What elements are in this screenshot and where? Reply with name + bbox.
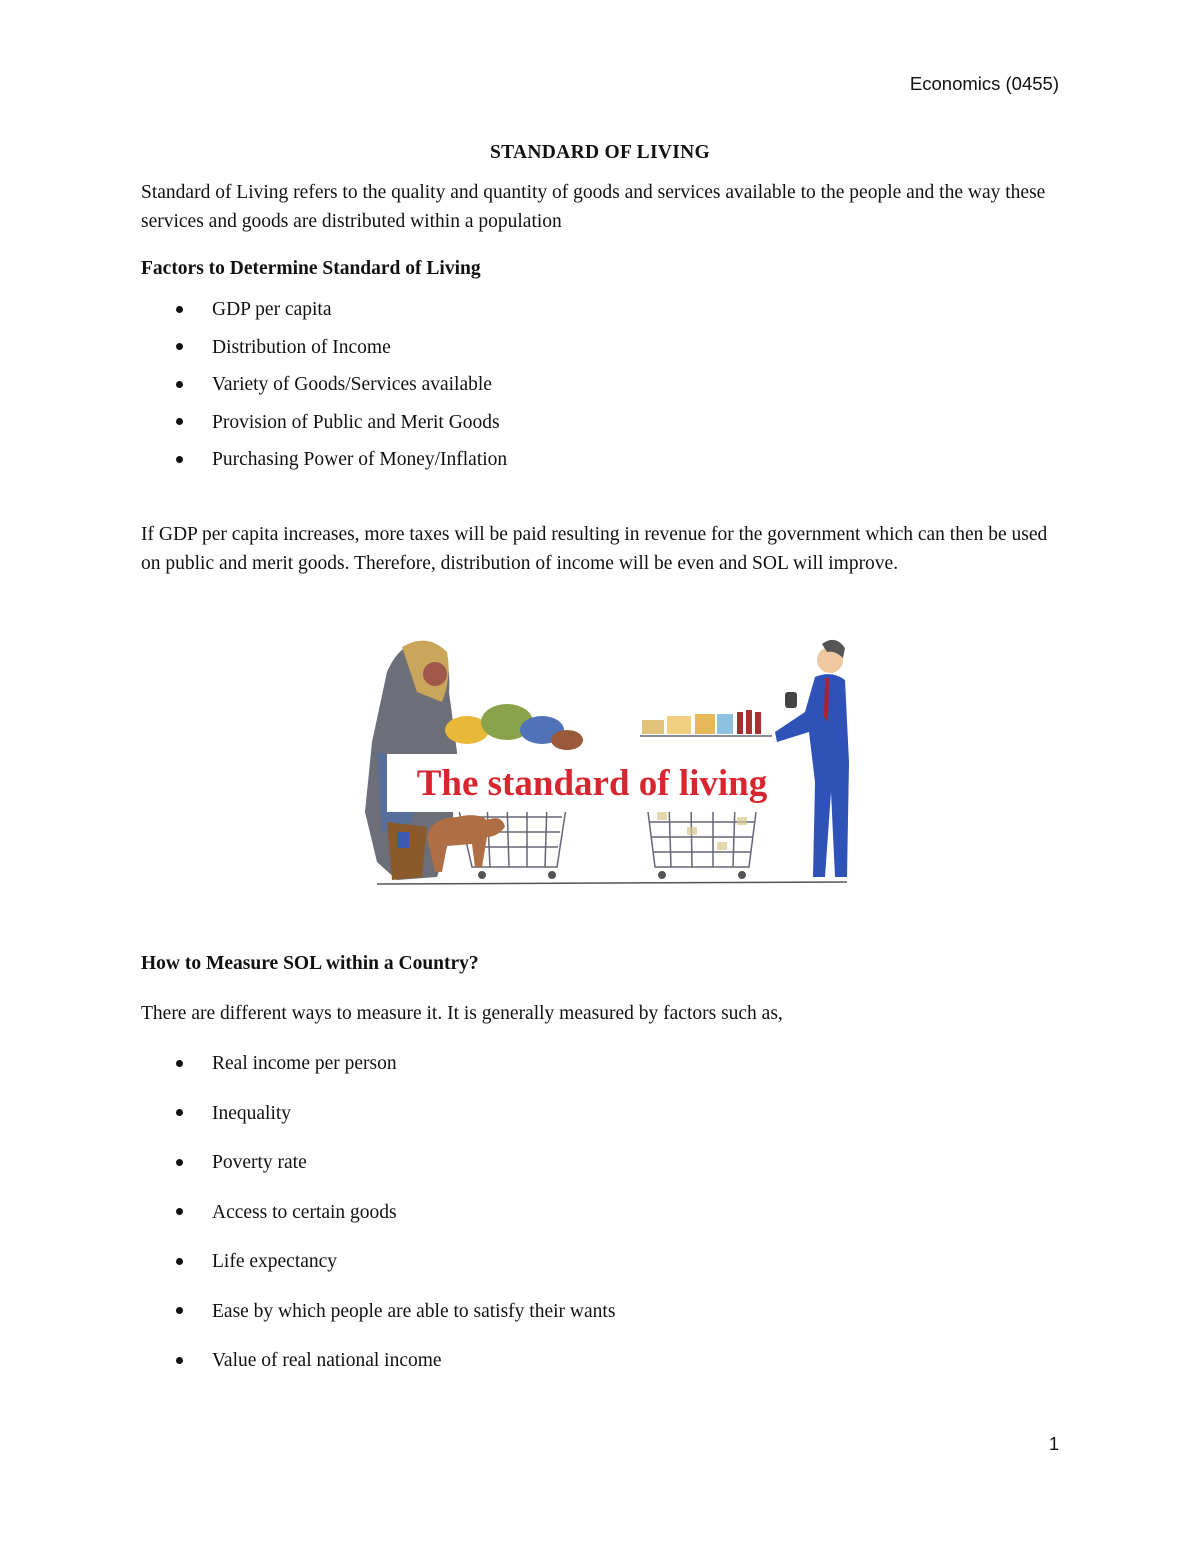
bullet-icon [176,418,183,425]
bullet-icon [176,1109,183,1116]
measure-intro-paragraph: There are different ways to measure it. It is generally measured by factors such as, [141,1003,783,1024]
list-item: Provision of Public and Merit Goods [141,404,507,442]
bullet-icon [176,1208,183,1215]
page-number: 1 [1048,1434,1059,1454]
list-item: Variety of Goods/Services available [141,366,507,404]
course-header: Economics (0455) [909,73,1059,94]
bullet-icon [176,1258,183,1265]
list-item: Ease by which people are able to satisfy their wants [141,1287,615,1337]
list-item: Purchasing Power of Money/Inflation [141,441,507,479]
list-item: Access to certain goods [141,1188,615,1238]
measure-heading: How to Measure SOL within a Country? [141,953,479,974]
bullet-icon [176,1159,183,1166]
bullet-icon [176,1060,183,1067]
list-item: GDP per capita [141,291,507,329]
list-item: Life expectancy [141,1237,615,1287]
illustration-caption: The standard of living [387,754,797,812]
bullet-icon [176,1307,183,1314]
measure-list [141,1039,615,1386]
standard-of-living-illustration [357,632,851,892]
bullet-icon [176,343,183,350]
bullet-icon [176,381,183,388]
bullet-icon [176,306,183,313]
page-title: STANDARD OF LIVING [490,142,710,163]
list-item: Distribution of Income [141,329,507,367]
list-item: Value of real national income [141,1336,615,1386]
factors-list [141,291,507,479]
factors-heading: Factors to Determine Standard of Living [141,258,481,279]
bullet-icon [176,456,183,463]
bullet-icon [176,1357,183,1364]
list-item: Poverty rate [141,1138,615,1188]
intro-paragraph: Standard of Living refers to the quality and quantity of goods and services available to the people and the way these services and goods are distributed within a population [141,182,1046,232]
explanation-paragraph: If GDP per capita increases, more taxes will be paid resulting in revenue for the government which can then be used on public and merit goods. Therefore, distribution of income will be even and SOL will improve. [141,524,1048,574]
list-item: Real income per person [141,1039,615,1089]
list-item: Inequality [141,1089,615,1139]
